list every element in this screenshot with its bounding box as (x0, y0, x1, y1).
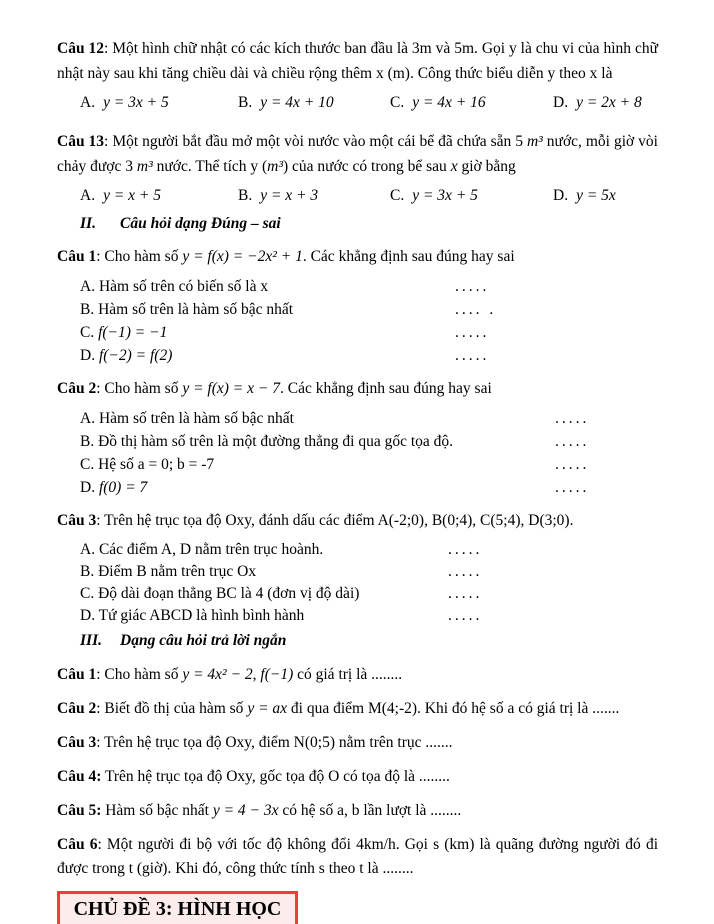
option-letter: D. (553, 94, 569, 111)
answer-blank: ..... (455, 278, 490, 295)
true-false-item (57, 561, 658, 583)
item-statement: D. f(−2) = f(2) (80, 347, 173, 364)
item-statement: C. Độ dài đoạn thẳng BC là 4 (đơn vị độ dài) (80, 585, 360, 602)
true-false-item (57, 539, 658, 561)
true-false-item (57, 430, 658, 453)
option-letter: C. (390, 187, 405, 204)
s2-question-2-items (57, 407, 658, 499)
item-statement: D. Tứ giác ABCD là hình bình hành (80, 607, 305, 624)
question-13-option-a (80, 183, 238, 208)
answer-blank: .... . (455, 301, 497, 318)
option-letter: A. (80, 187, 96, 204)
item-statement: C. f(−1) = −1 (80, 324, 168, 341)
option-formula: y = 3x + 5 (103, 94, 169, 111)
s2-question-1-text: Câu 1: Cho hàm số y = f(x) = −2x² + 1. Các khẳng định sau đúng hay sai (57, 248, 515, 265)
question-12-option-b (238, 90, 390, 115)
section-2-number: II. (80, 215, 96, 232)
answer-blank: ..... (448, 585, 483, 602)
s3-question-1: Câu 1: Cho hàm số y = 4x² − 2, f(−1) có giá trị là ........ (57, 666, 403, 683)
option-formula: y = x + 5 (103, 187, 162, 204)
answer-blank: ..... (448, 541, 483, 558)
s2-question-3-text: Câu 3: Trên hệ trục tọa độ Oxy, đánh dấu các điểm A(-2;0), B(0;4), C(5;4), D(3;0). (57, 512, 574, 529)
section-2-title: Câu hỏi dạng Đúng – sai (120, 215, 281, 232)
item-statement: A. Các điểm A, D nằm trên trục hoành. (80, 541, 324, 558)
s3-question-6: Câu 6: Một người đi bộ với tốc độ không đổi 4km/h. Gọi s (km) là quãng đường người đó đi được trong t (giờ). Khi đó, công thức tính s theo t là ........ (57, 836, 658, 877)
true-false-item (57, 407, 658, 430)
answer-blank: ..... (555, 479, 590, 496)
s3-question-4: Câu 4: Trên hệ trục tọa độ Oxy, gốc tọa độ O có tọa độ là ........ (57, 768, 450, 785)
s2-question-1-items (57, 275, 658, 367)
chapter-3-title: CHỦ ĐỀ 3: HÌNH HỌC (73, 898, 282, 920)
item-statement: A. Hàm số trên có biến số là x (80, 278, 269, 295)
s3-question-5: Câu 5: Hàm số bậc nhất y = 4 − 3x có hệ số a, b lần lượt là ........ (57, 802, 462, 819)
option-formula: y = 4x + 10 (260, 94, 334, 111)
item-statement: C. Hệ số a = 0; b = -7 (80, 456, 215, 473)
option-letter: B. (238, 94, 253, 111)
answer-blank: ..... (455, 324, 490, 341)
s2-question-3-items (57, 539, 658, 627)
option-letter: D. (553, 187, 569, 204)
question-12-text: Câu 12: Một hình chữ nhật có các kích thước ban đầu là 3m và 5m. Gọi y là chu vi của hình chữ nhật này sau khi tăng chiều dài và chiều rộng thêm x (m). Công thức biểu diễn y theo x là (57, 40, 658, 82)
option-letter: B. (238, 187, 253, 204)
option-formula: y = 2x + 8 (576, 94, 642, 111)
answer-blank: ..... (448, 563, 483, 580)
question-13-option-b (238, 183, 390, 208)
item-statement: A. Hàm số trên là hàm số bậc nhất (80, 410, 294, 427)
question-13-text: Câu 13: Một người bắt đầu mở một vòi nước vào một cái bể đã chứa sẵn 5 m³ nước, mỗi giờ vòi chảy được 3 m³ nước. Thể tích y (m³) của nước có trong bể sau x giờ bằng (57, 133, 658, 175)
s2-question-2-text: Câu 2: Cho hàm số y = f(x) = x − 7. Các khẳng định sau đúng hay sai (57, 380, 492, 397)
s3-question-3: Câu 3: Trên hệ trục tọa độ Oxy, điểm N(0;5) nằm trên trục ....... (57, 734, 453, 751)
answer-blank: ..... (555, 433, 590, 450)
option-letter: C. (390, 94, 405, 111)
section-3-number: III. (80, 632, 102, 649)
s3-question-2: Câu 2: Biết đồ thị của hàm số y = ax đi qua điểm M(4;-2). Khi đó hệ số a có giá trị là ....... (57, 700, 620, 717)
true-false-item (57, 605, 658, 627)
option-formula: y = 4x + 16 (412, 94, 486, 111)
item-statement: D. f(0) = 7 (80, 479, 148, 496)
chapter-3-title-box (57, 891, 298, 924)
true-false-item (57, 453, 658, 476)
true-false-item (57, 298, 658, 321)
true-false-item (57, 275, 658, 298)
answer-blank: ..... (555, 456, 590, 473)
option-formula: y = x + 3 (260, 187, 319, 204)
answer-blank: ..... (448, 607, 483, 624)
section-3-heading (57, 628, 658, 653)
answer-blank: ..... (455, 347, 490, 364)
option-letter: A. (80, 94, 96, 111)
item-statement: B. Điểm B nằm trên trục Ox (80, 563, 257, 580)
item-statement: B. Hàm số trên là hàm số bậc nhất (80, 301, 294, 318)
question-13-option-c (390, 183, 553, 208)
question-13-options (57, 183, 658, 208)
section-2-heading (57, 211, 658, 236)
true-false-item (57, 321, 658, 344)
item-statement: B. Đồ thị hàm số trên là một đường thẳng đi qua gốc tọa độ. (80, 433, 454, 450)
question-12-option-c (390, 90, 553, 115)
section-3-title: Dạng câu hỏi trả lời ngắn (120, 632, 287, 649)
question-12-option-a (80, 90, 238, 115)
option-formula: y = 5x (576, 187, 616, 204)
answer-blank: ..... (555, 410, 590, 427)
option-formula: y = 3x + 5 (412, 187, 478, 204)
question-13-option-d (553, 183, 616, 208)
true-false-item (57, 476, 658, 499)
question-12-options (57, 90, 658, 115)
true-false-item (57, 344, 658, 367)
true-false-item (57, 583, 658, 605)
question-12-option-d (553, 90, 642, 115)
